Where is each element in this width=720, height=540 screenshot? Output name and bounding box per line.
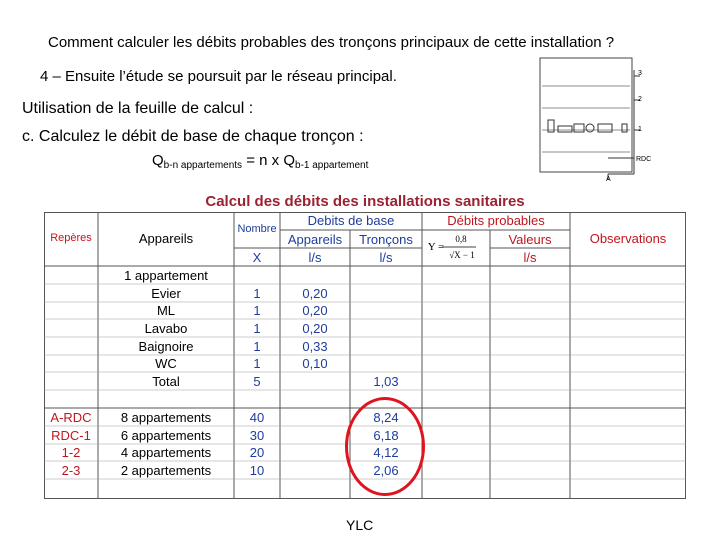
section-troncon: 8,24 xyxy=(373,410,399,425)
unit-valeurs: l/s xyxy=(523,250,537,265)
header-observations: Observations xyxy=(589,231,667,246)
unit-troncons: l/s xyxy=(379,250,393,265)
section-count: 20 xyxy=(249,445,265,460)
fixture-count: 1 xyxy=(253,303,261,318)
unit-nombre: X xyxy=(252,250,262,265)
formula-numerator: 0,8 xyxy=(455,234,467,244)
header-reperes: Repères xyxy=(50,232,92,244)
fixture-count: 1 xyxy=(253,286,261,301)
schema-label-1: 1 xyxy=(638,126,642,133)
fixture-name: WC xyxy=(155,356,177,371)
section-repere: 2-3 xyxy=(61,463,81,478)
usage-text: Utilisation de la feuille de calcul : xyxy=(22,100,254,117)
section-count: 30 xyxy=(249,428,265,443)
header-nombre: Nombre xyxy=(237,223,277,235)
total-count: 5 xyxy=(253,374,261,389)
section-repere: RDC-1 xyxy=(51,428,91,443)
formula-middle: = n x Q xyxy=(242,152,296,169)
section-troncon: 2,06 xyxy=(373,463,399,478)
footer-initials: YLC xyxy=(346,517,374,533)
section-appareils: 6 appartements xyxy=(120,428,212,443)
formula xyxy=(152,152,368,171)
section-repere: 1-2 xyxy=(61,445,81,460)
total-troncon: 1,03 xyxy=(373,374,399,389)
section-troncon: 4,12 xyxy=(373,445,399,460)
fixture-count: 1 xyxy=(253,321,261,336)
header-valeurs: Valeurs xyxy=(508,232,552,247)
header-base-troncons: Tronçons xyxy=(359,232,413,247)
fixture-count: 1 xyxy=(253,356,261,371)
total-label: Total xyxy=(152,374,180,389)
table-title: Calcul des débits des installations sanitaires xyxy=(205,193,525,210)
section-appareils: 2 appartements xyxy=(120,463,212,478)
formula-denominator: √X − 1 xyxy=(449,250,475,260)
fixture-debit: 0,33 xyxy=(302,339,328,354)
schema-label-2: 2 xyxy=(638,96,642,103)
apartment-label: 1 appartement xyxy=(124,268,208,283)
fixture-name: Baignoire xyxy=(138,339,194,354)
slide-title: Comment calculer les débits probables des tronçons principaux de cette installation ? xyxy=(48,34,615,51)
step-text: 4 – Ensuite l’étude se poursuit par le réseau principal. xyxy=(40,68,397,85)
section-count: 10 xyxy=(249,463,265,478)
header-debits-base: Debits de base xyxy=(307,213,395,228)
fixture-name: ML xyxy=(156,303,176,318)
fixture-debit: 0,10 xyxy=(302,356,328,371)
header-base-appareils: Appareils xyxy=(287,232,343,247)
header-appareils: Appareils xyxy=(138,231,194,246)
fixture-debit: 0,20 xyxy=(302,286,328,301)
schema-label-rdc: RDC xyxy=(636,156,652,163)
section-count: 40 xyxy=(249,410,265,425)
fixture-debit: 0,20 xyxy=(302,303,328,318)
formula-y: Y = xyxy=(427,241,445,253)
formula-lhs-sub: b-n appartements xyxy=(163,160,243,171)
unit-appareils: l/s xyxy=(308,250,322,265)
building-schematic xyxy=(538,56,656,184)
fixture-count: 1 xyxy=(253,339,261,354)
section-troncon: 6,18 xyxy=(373,428,399,443)
task-text: c. Calculez le débit de base de chaque tronçon : xyxy=(22,128,364,145)
section-appareils: 4 appartements xyxy=(120,445,212,460)
fixture-debit: 0,20 xyxy=(302,321,328,336)
section-appareils: 8 appartements xyxy=(120,410,212,425)
highlight-circle xyxy=(345,397,425,496)
schema-label-3: 3 xyxy=(638,70,642,77)
fixture-name: Evier xyxy=(151,286,181,301)
formula-lhs: Q xyxy=(152,152,164,169)
header-debits-probables: Débits probables xyxy=(447,213,545,228)
section-repere: A-RDC xyxy=(50,410,92,425)
formula-rhs-sub: b-1 appartement xyxy=(295,160,369,171)
fixture-name: Lavabo xyxy=(144,321,188,336)
schema-label-a: A xyxy=(606,176,611,183)
